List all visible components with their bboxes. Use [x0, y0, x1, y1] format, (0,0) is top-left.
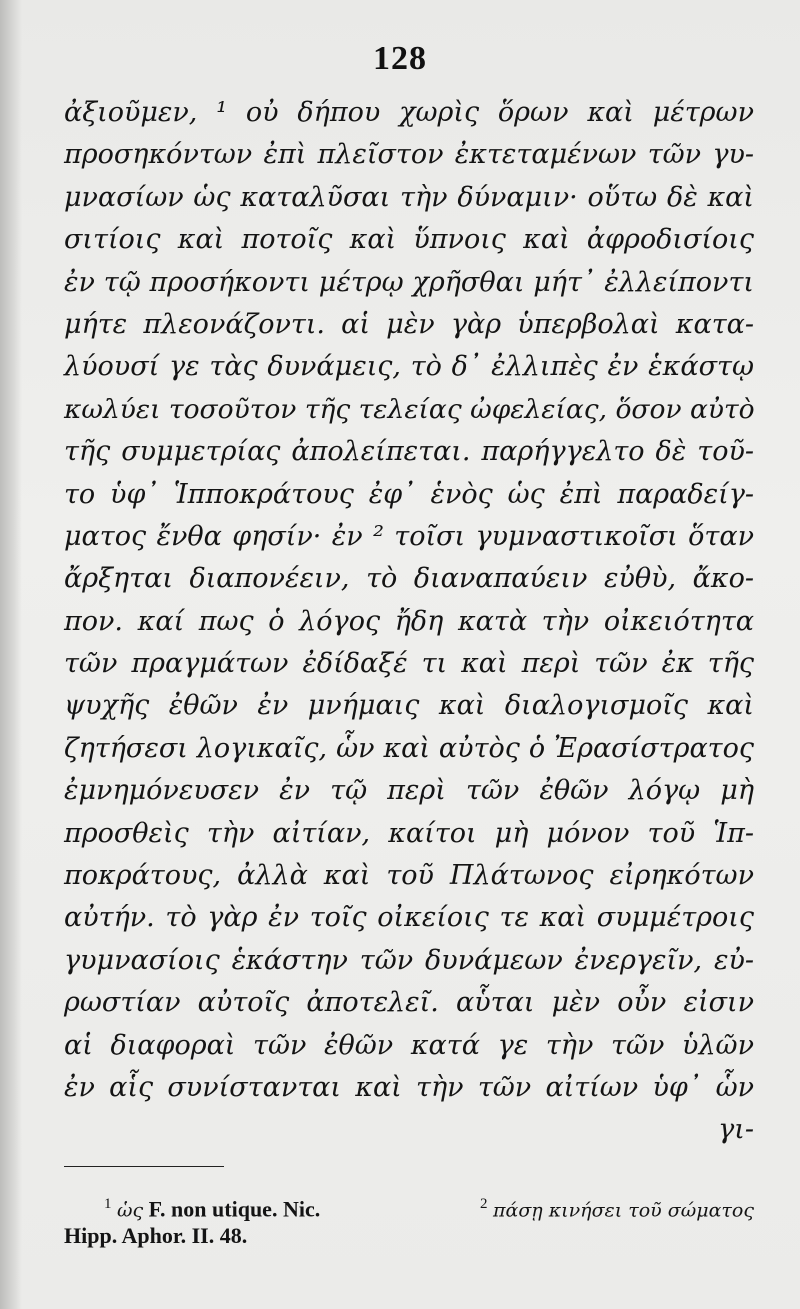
text-line: αἱ διαφοραὶ τῶν ἐθῶν κατά γε τὴν τῶν ὑλῶν — [64, 1029, 754, 1061]
text-line: κωλύει τοσοῦτον τῆς τελείας ὠφελείας, ὅσον αὐτὸ — [64, 393, 755, 425]
footnotes — [64, 1188, 754, 1252]
text-line: μνασίων ὡς καταλῦσαι τὴν δύναμιν· οὕτω δὲ καὶ — [64, 181, 754, 213]
text-line: ποκράτους, ἀλλὰ καὶ τοῦ Πλάτωνος εἰρηκότων — [64, 860, 754, 892]
footnote-separator — [64, 1166, 224, 1167]
text-line: ἐν αἷς συνίστανται καὶ τὴν τῶν αἰτίων ὑφ᾽ ὧν — [64, 1071, 754, 1103]
page-number: 128 — [373, 40, 427, 77]
text-line: ἐν τῷ προσήκοντι μέτρῳ χρῆσθαι μήτ᾽ ἐλλείποντι — [64, 266, 754, 298]
text-line: ἄρξηται διαπονέειν, τὸ διαναπαύειν εὐθὺ, ἄκο- — [64, 563, 754, 595]
text-line: σιτίοις καὶ ποτοῖς καὶ ὕπνοις καὶ ἀφροδισίοις — [64, 224, 754, 256]
footnote-1-greek: ὡς — [117, 1199, 144, 1222]
text-line: αὐτήν. τὸ γὰρ ἐν τοῖς οἰκείοις τε καὶ συμμέτροις — [64, 902, 754, 934]
text-line: μήτε πλεονάζοντι. αἱ μὲν γὰρ ὑπερβολαὶ κατα- — [64, 308, 754, 340]
text-line: προσηκόντων ἐπὶ πλεῖστον ἐκτεταμένων τῶν γυ- — [64, 139, 754, 171]
main-text-block — [64, 92, 754, 1152]
footnote-2-greek: πάσῃ κινήσει τοῦ σώματος — [493, 1199, 754, 1222]
text-line: ἐμνημόνευσεν ἐν τῷ περὶ τῶν ἐθῶν λόγῳ μὴ — [64, 775, 754, 807]
text-line: πον. καί πως ὁ λόγος ἤδη κατὰ τὴν οἰκειότητα — [64, 605, 754, 637]
footnote-2-marker: 2 — [480, 1196, 488, 1212]
text-line: τῶν πραγμάτων ἐδίδαξέ τι καὶ περὶ τῶν ἐκ τῆς — [64, 648, 754, 680]
footnote-1-continuation: Hipp. Aphor. II. 48. — [64, 1223, 248, 1248]
text-line: λύουσί γε τὰς δυνάμεις, τὸ δ᾽ ἐλλιπὲς ἐν ἑκάστῳ — [64, 351, 754, 383]
page-edge-shadow — [0, 0, 22, 1309]
footnote-line-2 — [64, 1220, 754, 1252]
catchword: γι- — [718, 1114, 754, 1146]
text-line: ἀξιοῦμεν, ¹ οὐ δήπου χωρὶς ὅρων καὶ μέτρων — [64, 97, 754, 128]
text-line: γυμνασίοις ἑκάστην τῶν δυνάμεων ἐνεργεῖν, εὐ- — [64, 944, 754, 976]
footnote-line-1 — [64, 1188, 754, 1220]
footnote-1-marker: 1 — [104, 1196, 112, 1212]
text-line: το ὑφ᾽ Ἱπποκράτους ἐφ᾽ ἑνὸς ὡς ἐπὶ παραδείγ- — [64, 478, 754, 510]
text-line: τῆς συμμετρίας ἀπολείπεται. παρήγγελτο δὲ τοῦ- — [64, 436, 754, 468]
text-line: ψυχῆς ἐθῶν ἐν μνήμαις καὶ διαλογισμοῖς καὶ — [64, 690, 754, 722]
text-line: ματος ἔνθα φησίν· ἐν ² τοῖσι γυμναστικοῖσι ὅταν — [64, 520, 754, 552]
text-line: ζητήσεσι λογικαῖς, ὧν καὶ αὐτὸς ὁ Ἐρασίστρατος — [64, 732, 754, 764]
text-line: ρωστίαν αὐτοῖς ἀποτελεῖ. αὗται μὲν οὖν εἰσιν — [64, 987, 754, 1019]
footnote-1-text: F. non utique. Nic. — [148, 1196, 321, 1222]
text-line: προσθεὶς τὴν αἰτίαν, καίτοι μὴ μόνον τοῦ Ἱπ- — [64, 817, 754, 849]
